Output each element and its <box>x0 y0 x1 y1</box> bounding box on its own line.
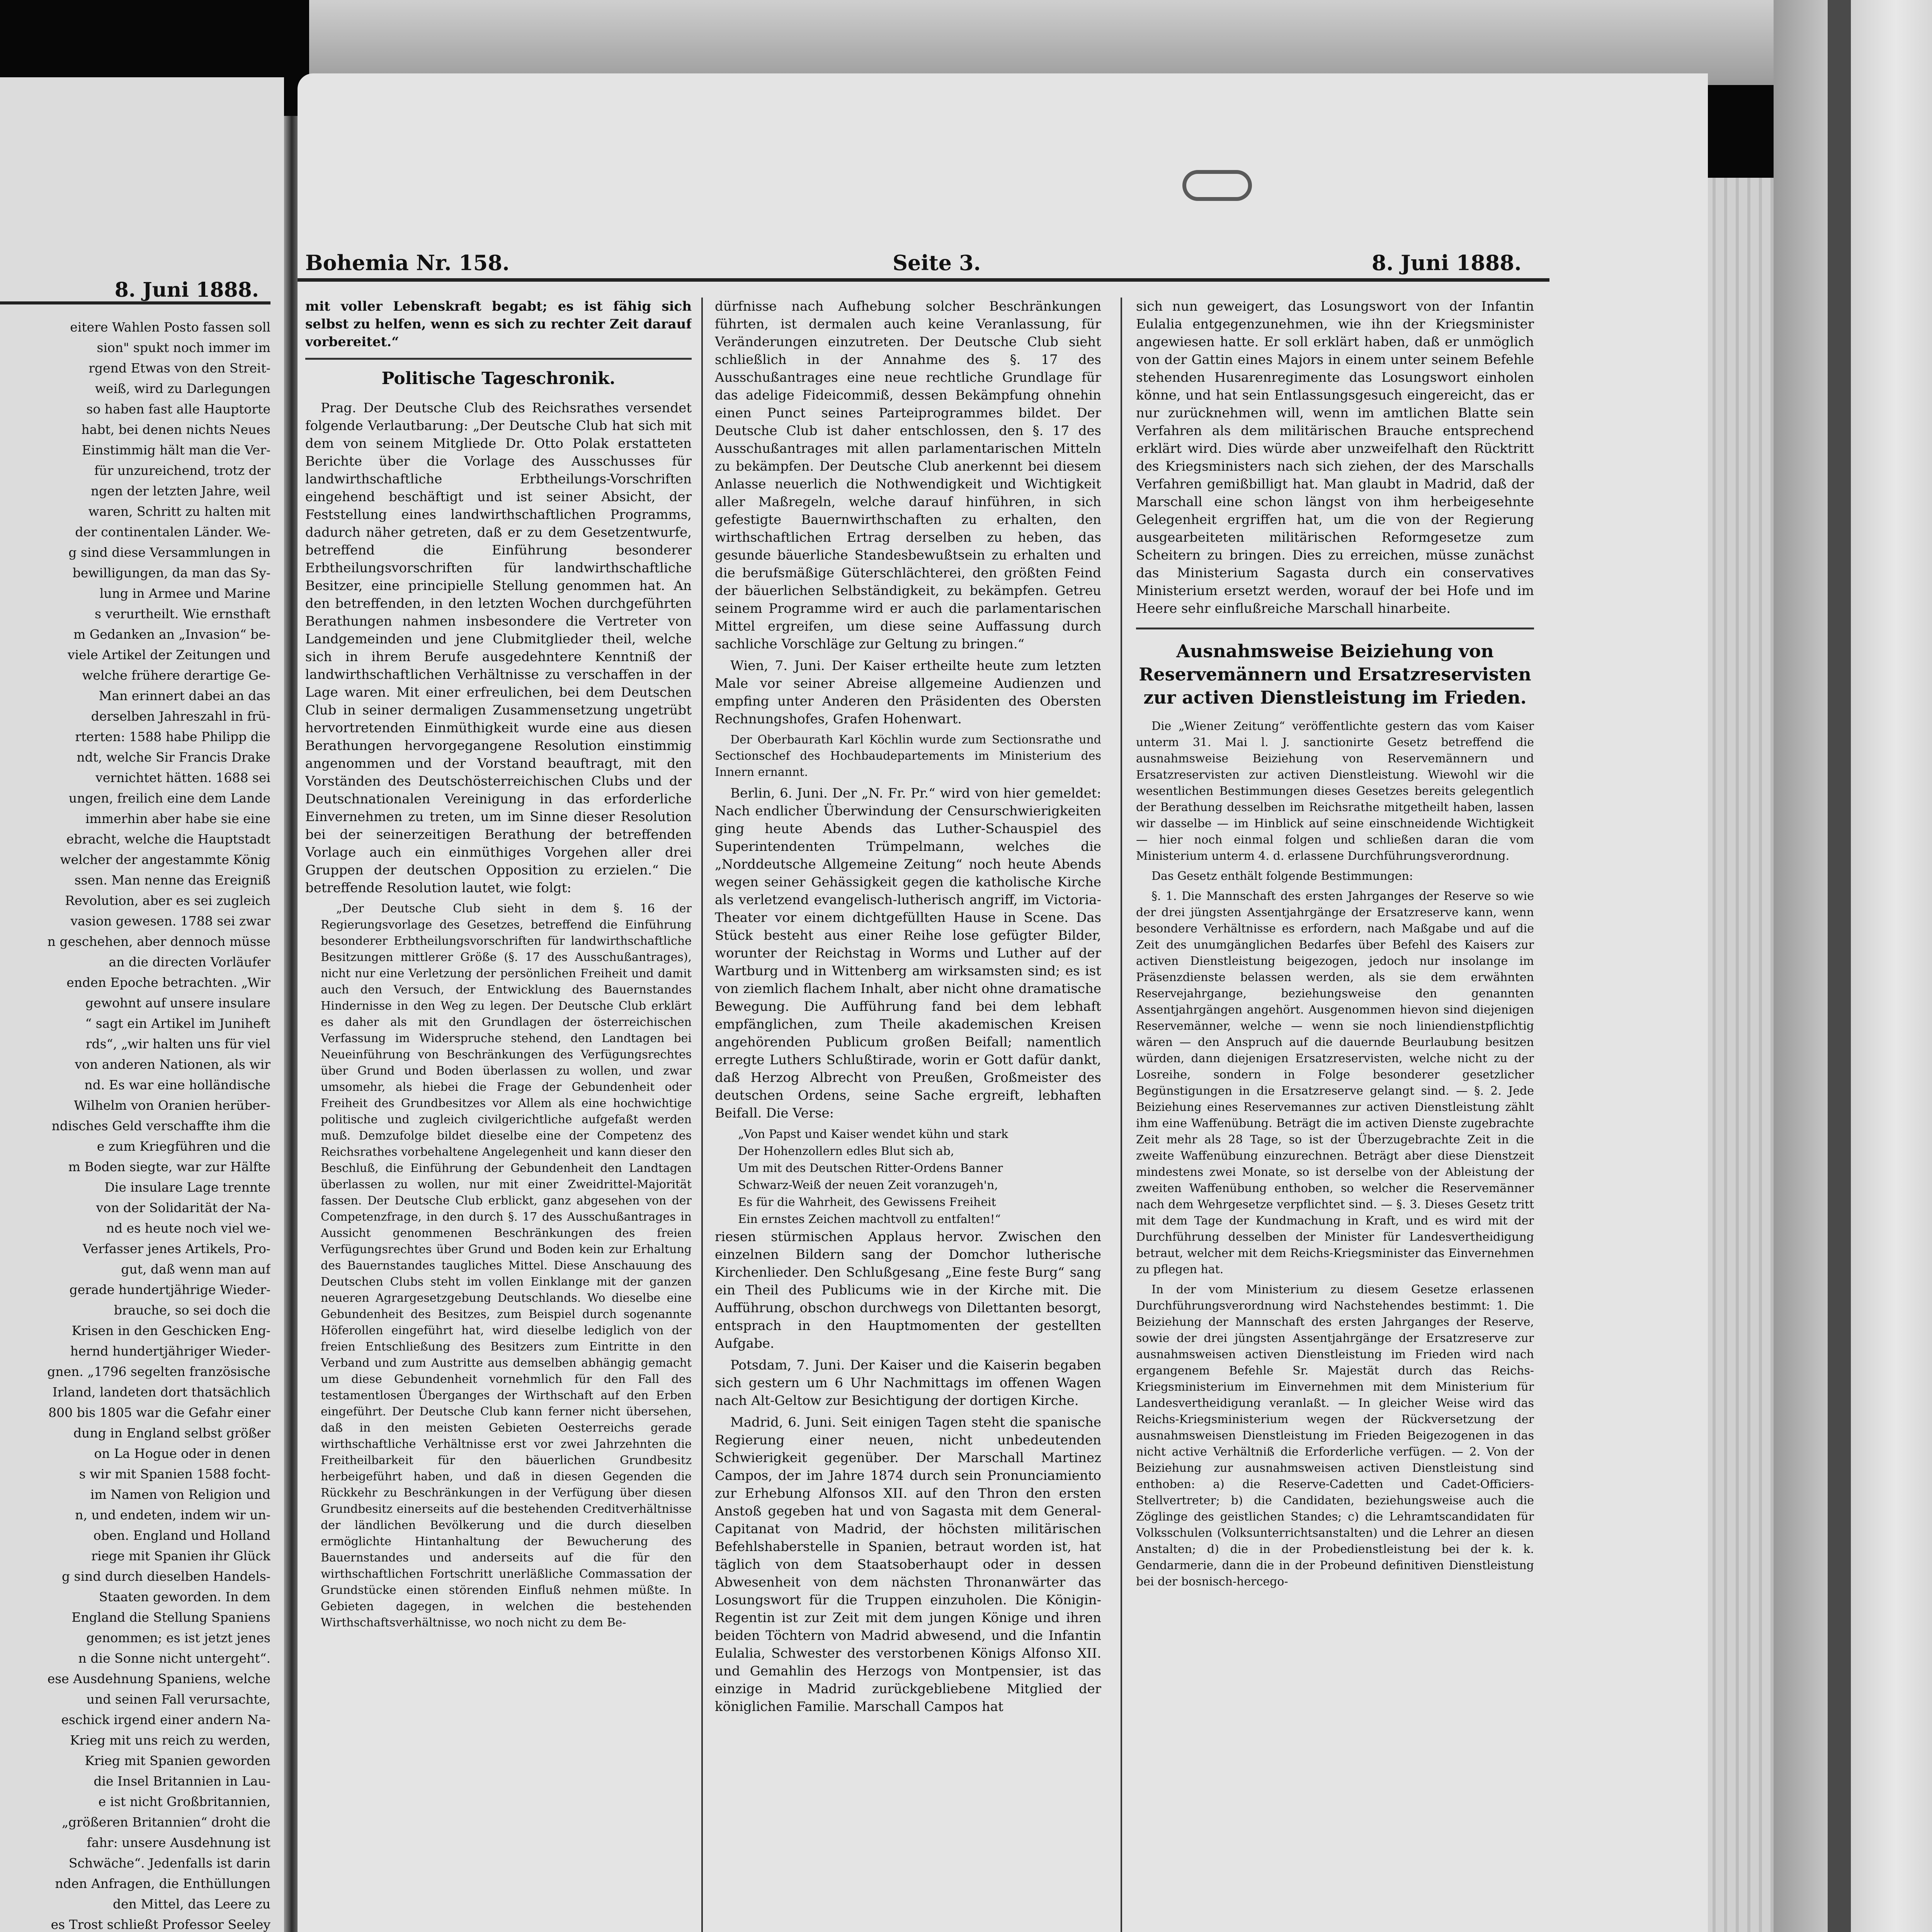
left-page-line: hernd hundertjähriger Wieder- <box>70 1344 270 1359</box>
verse-line: Ein ernstes Zeichen machtvoll zu entfalten!“ <box>738 1213 1001 1226</box>
left-page-header <box>0 270 270 304</box>
left-page-line: Revolution, aber es sei zugleich <box>65 893 270 908</box>
left-page-line: habt, bei denen nichts Neues <box>81 422 270 437</box>
left-page-line: Wilhelm von Oranien herüber- <box>74 1098 270 1113</box>
left-page-line: England die Stellung Spaniens <box>71 1610 270 1625</box>
left-page-line: welche frühere derartige Ge- <box>82 668 270 683</box>
left-page-line: vasion gewesen. 1788 sei zwar <box>70 913 270 929</box>
column-rule <box>701 298 703 1932</box>
left-page-line: ndisches Geld verschaffte ihm die <box>51 1118 270 1133</box>
left-page-line: dung in England selbst größer <box>73 1425 270 1440</box>
left-page-line: Schwäche“. Jedenfalls ist darin <box>68 1855 270 1871</box>
paperclip-icon <box>1182 170 1252 201</box>
article-reserve-law-intro: Das Gesetz enthält folgende Bestimmungen: <box>1151 869 1413 883</box>
verse-line: Der Hohenzollern edles Blut sich ab, <box>738 1145 954 1158</box>
verse-block <box>738 1126 1101 1228</box>
left-page-line: eschick irgend einer andern Na- <box>61 1712 270 1727</box>
left-page-line: die Insel Britannien in Lau- <box>94 1774 270 1789</box>
left-page-line: im Namen von Religion und <box>90 1487 270 1502</box>
left-page-line: g sind diese Versammlungen in <box>68 545 270 560</box>
article-reserve-intro: Die „Wiener Zeitung“ veröffentlichte gestern das vom Kaiser unterm 31. Mai l. J. sanctionirte Gesetz betreffend die ausnahmsweise Beiziehung von Reservemännern und Ersatzreservisten zur activen Dienstleistung. Wiewohl wir die wesentlichen Bestimmungen dieses Gesetzes bereits gelegentlich der Berathung desselben im Reichsrathe mitgetheilt haben, lassen wir dasselbe — im Hinblick auf seine einschneidende Wichtigkeit — hier noch einmal folgen und schließen daran die vom Ministerium unterm 4. d. erlassene Durchführungsverordnung. <box>1136 719 1534 863</box>
left-page-line: Man erinnert dabei an das <box>99 688 270 703</box>
left-page-line: von der Solidarität der Na- <box>96 1200 270 1215</box>
left-page-line: Krieg mit uns reich zu werden, <box>70 1733 270 1748</box>
left-page-line: eitere Wahlen Posto fassen soll <box>70 320 270 335</box>
left-page-line: viele Artikel der Zeitungen und <box>67 647 270 662</box>
article-berlin: Berlin, 6. Juni. Der „N. Fr. Pr.“ wird von hier gemeldet: Nach endlicher Überwindung der Censurschwierigkeiten ging heute Abends das Luther-Schauspiel des Superintendenten Trümpelmann, welches die „Norddeutsche Allgemeine Zeitung“ noch heute Abends wegen seiner Gehässigkeit gegen die katholische Kirche als verletzend evangelisch-lutherisch angriff, im Victoria-Theater vor einem dichtgefüllten Hause in Scene. Das Stück besteht aus einer Reihe lose gefügter Bilder, worunter der Reichstag in Worms und Luther auf der Wartburg und in Wittenberg am wirksamsten sind; es ist von ziemlich flachem Inhalt, aber nicht ohne dramatische Bewegung. Die Aufführung fand bei dem lebhaft empfänglichen, zum Theile akademischen Kreisen angehörenden Publicum großen Beifall; namentlich erregte Luthers Schlußtirade, worin er Gott dafür dankt, daß Herzog Albrecht von Preußen, Großmeister des deutschen Ordens, seine Sache ergreift, lebhaften Beifall. Die Verse: <box>715 786 1101 1121</box>
left-page-line: rterten: 1588 habe Philipp die <box>75 729 270 744</box>
left-page-line: Krisen in den Geschicken Eng- <box>71 1323 270 1338</box>
left-page-line: „größeren Britannien“ droht die <box>61 1815 270 1830</box>
column-1 <box>305 298 692 1932</box>
page-number: Seite 3. <box>893 250 981 275</box>
article-madrid: Madrid, 6. Juni. Seit einigen Tagen steht die spanische Regierung einer neuen, nicht unbedeutenden Schwierigkeit gegenüber. Der Marschall Martinez Campos, der im Jahre 1874 durch sein Pronunciamiento zur Erhebung Alfonsos XII. auf den Thron den ersten Anstoß gegeben hat und von Sagasta mit dem General-Capitanat von Madrid, der höchsten militärischen Befehlshaberstelle in Spanien, betraut worden ist, hat täglich von dem Staatsoberhaupt oder in dessen Abwesenheit von dem nächsten Thronanwärter das Losungswort für die Truppen einzuholen. Die Königin-Regentin ist zur Zeit mit dem jungen Könige und ihren beiden Töchtern von Madrid abwesend, und die Infantin Eulalia, Schwester des verstorbenen Königs Alfonso XII. und Gemahlin des Herzogs von Montpensier, ist das einzige in Madrid zurückgebliebene Mitglied der königlichen Familie. Marschall Campos hat <box>715 1415 1101 1714</box>
left-page-line: n geschehen, aber dennoch müsse <box>47 934 270 949</box>
left-page-line: ngen der letzten Jahre, weil <box>90 483 270 498</box>
left-page-line: so haben fast alle Hauptorte <box>86 401 270 417</box>
article-continuation: mit voller Lebenskraft begabt; es ist fähig sich selbst zu helfen, wenn es sich zu rechter Zeit darauf vorbereitet.“ <box>305 299 692 350</box>
left-page-line: waren, Schritt zu halten mit <box>88 504 270 519</box>
left-page-line: gerade hundertjährige Wieder- <box>69 1282 270 1297</box>
left-page-line: Die insulare Lage trennte <box>104 1180 270 1195</box>
left-page-line: welcher der angestammte König <box>60 852 270 867</box>
left-page-line: g sind durch dieselben Handels- <box>62 1569 270 1584</box>
left-page-line: gut, daß wenn man auf <box>121 1262 270 1277</box>
page-header <box>298 243 1549 282</box>
left-page-line: “ sagt ein Artikel im Juniheft <box>85 1016 270 1031</box>
article-reserve-ordinance: In der vom Ministerium zu diesem Gesetze erlassenen Durchführungsverordnung wird Nachstehendes bestimmt: 1. Die Beiziehung der Mannschaft des ersten Jahrganges der Reserve, sowie der drei jüngsten Assentjahrgänge der Ersatzreserve zur ausnahmsweisen activen Dienstleistung im Frieden wird nach ergangenem Befehle Sr. Majestät durch das Reichs-Kriegsministerium im Einvernehmen mit dem Ministerium für Landesvertheidigung veranlaßt. — In gleicher Weise wird das Reichs-Kriegsministerium wegen der Rückversetzung der ausnahmsweisen Dienstleistung im Frieden Beigezogenen in das nicht active Verhältniß die Erforderliche verfügen. — 2. Von der Beiziehung zur ausnahmsweisen activen Dienstleistung sind enthoben: a) die Reserve-Cadetten und Cadet-Officiers-Stellvertreter; b) die Candidaten, beziehungsweise auch die Zöglinge des geistlichen Standes; c) die Lehramtscandidaten für Volksschulen (Volksunterrichtsanstalten) und die Lehrer an diesen Anstalten; d) die in der Probedienstleistung bei der k. k. Gendarmerie, dann die in der Probeund definitiven Dienstleistung bei der bosnisch-hercego- <box>1136 1283 1534 1588</box>
left-page-line: s wir mit Spanien 1588 focht- <box>79 1466 270 1481</box>
book-top-shadow <box>309 0 1777 85</box>
article-prag: Prag. Der Deutsche Club des Reichsrathes versendet folgende Verlautbarung: „Der Deutsche Club hat sich mit dem von seinem Mitgliede Dr. Otto Polak erstatteten Berichte über die Vorlage des Ausschusses für landwirthschaftliche Erbtheilungs-Vorschriften eingehend beschäftigt und ist seiner Absicht, der Feststellung eines landwirthschaftlichen Programms, dadurch näher getreten, daß er zu dem Gesetzentwurfe, betreffend die Einführung besonderer Erbtheilungsvorschriften für landwirthschaftliche Besitzer, eine principielle Stellung genommen hat. An den betreffenden, in den letzten Wochen durchgeführten Berathungen nahmen insbesondere die Vertreter von Landgemeinden und jene Clubmitglieder theil, welche sich in ihrem Berufe ausgedehntere Kenntniß der landwirthschaftlichen Verhältnisse zu verschaffen in der Lage waren. Mit einer erfreulichen, bei dem Deutschen Club in seiner dermaligen Zusammensetzung ungetrübt hervortretenden Einmüthigkeit wurde eine aus diesen Berathungen hervorgegangene Resolution einstimmig angenommen und der Vorstand beauftragt, mit den Vorständen des Deutschösterreichischen Clubs und der Deutschnationalen Vereinigung in das erforderliche Einvernehmen zu treten, um im Sinne dieser Resolution bei der seinerzeitigen Berathung der betreffenden Vorlage auch ein einmüthiges Vorgehen aller drei Gruppen der deutschen Opposition zu erzielen.“ Die betreffende Resolution lautet, wie folgt: <box>305 400 692 896</box>
left-page-line: bewilligungen, da man das Sy- <box>72 565 270 580</box>
book-cover-edge <box>1774 0 1932 1932</box>
left-page-line: genommen; es ist jetzt jenes <box>86 1630 270 1645</box>
left-page-line: weiß, wird zu Darlegungen <box>95 381 270 396</box>
left-page-date: 8. Juni 1888. <box>114 278 259 302</box>
section-heading-politische-tageschronik: Politische Tageschronik. <box>381 369 616 388</box>
left-page-line: ese Ausdehnung Spaniens, welche <box>47 1671 270 1686</box>
left-page-line: enden Epoche betrachten. „Wir <box>66 975 270 990</box>
left-page-line: n die Sonne nicht untergeht“. <box>78 1651 270 1666</box>
left-page-line: sion" spukt noch immer im <box>97 340 270 355</box>
left-facing-page <box>0 77 284 1932</box>
book-spine <box>284 116 299 1932</box>
left-page-line: oben. England und Holland <box>93 1528 270 1543</box>
left-page-text <box>0 317 270 1932</box>
left-page-line: Einstimmig hält man die Ver- <box>82 442 270 457</box>
newspaper-page <box>298 73 1708 1932</box>
column-2 <box>715 298 1101 1932</box>
left-page-line: brauche, so sei doch die <box>114 1303 270 1318</box>
left-page-line: rds“, „wir halten uns für viel <box>85 1036 270 1051</box>
article-reserve-law: §. 1. Die Mannschaft des ersten Jahrganges der Reserve so wie der drei jüngsten Assentjahrgänge der Ersatzreserve kann, wenn besondere Verhältnisse es erfordern, nach Maßgabe und auf die Zeit des unumgänglichen Bedarfes über Befehl des Kaisers zur activen Dienstleistung beigezogen, jedoch nur insolange im Präsenzdienste belassen werden, als sie dem erwähnten Reservejahrgange, beziehungsweise den genannten Assentjahrgängen angehört. Ausgenommen hievon sind diejenigen Reservemänner, welche — wenn sie noch liniendienstpflichtig wären — den Anspruch auf die dauernde Beurlaubung besitzen würden, dann diejenigen Ersatzreservisten, welche nicht zu der Losreihe, sondern in Folge besonderer gesetzlicher Begünstigungen in die Ersatzreserve gelangt sind. — §. 2. Jede Beiziehung eines Reservemannes zur activen Dienstleistung zählt ihm eine Waffenübung. Beträgt die im activen Dienste zugebrachte Zeit mehr als 28 Tage, so ist der Überzugebrachte Zeit in die zweite Waffenübung einzurechnen. Beträgt aber diese Dienstzeit mindestens zwei Monate, so ist derselbe von der Ableistung der zweiten Waffenübung enthoben, so welcher die Reservemänner nach dem Wehrgesetze verpflichtet sind. — §. 3. Dieses Gesetz tritt mit dem Tage der Kundmachung in Kraft, und es wird mit der Durchführung desselben der Minister für Landesvertheidigung betraut, welcher mit dem Reichs-Kriegsminister das Einvernehmen zu pflegen hat. <box>1136 889 1534 1276</box>
left-page-line: es Trost schließt Professor Seeley <box>51 1917 270 1932</box>
left-page-line: immerhin aber habe sie eine <box>85 811 270 826</box>
left-page-line: an die directen Vorläufer <box>109 954 270 969</box>
verse-line: Um mit des Deutschen Ritter-Ordens Banner <box>738 1162 1003 1175</box>
section-divider <box>305 358 692 360</box>
left-page-line: ssen. Man nenne das Ereigniß <box>74 872 270 888</box>
left-page-line: Irland, landeten dort thatsächlich <box>52 1384 270 1400</box>
issue-date: 8. Juni 1888. <box>1372 250 1522 275</box>
left-page-line: Staaten geworden. In dem <box>99 1589 270 1604</box>
left-page-line: Krieg mit Spanien geworden <box>85 1753 270 1768</box>
article-berlin-continued: riesen stürmischen Applaus hervor. Zwischen den einzelnen Bildern sang der Domchor lutherische Kirchenlieder. Den Schlußgesang „Eine feste Burg“ sang ein Theil des Publicums wie in der Kirche mit. Die Aufführung, obschon durchwegs von Dilettanten besorgt, entsprach in den Hauptmomenten der gestellten Aufgabe. <box>715 1229 1101 1351</box>
left-page-line: n, und endeten, indem wir un- <box>75 1507 270 1522</box>
left-page-line: von anderen Nationen, als wir <box>75 1057 270 1072</box>
left-page-line: m Boden siegte, war zur Hälfte <box>68 1159 270 1174</box>
resolution-continuation: dürfnisse nach Aufhebung solcher Beschränkungen führten, ist dermalen auch keine Veranlassung, für Veränderungen einzutreten. Der Deutsche Club sieht schließlich in der Annahme des §. 17 des Ausschußantrages eine neue rechtliche Grundlage für das adelige Fideicommiß, dessen Bekämpfung ohnehin einen Punct seines Parteiprogrammes bildet. Der Deutsche Club ist daher entschlossen, den §. 17 des Ausschußantrages mit allen parlamentarischen Mitteln zu bekämpfen. Der Deutsche Club anerkennt bei diesem Anlasse neuerlich die Nothwendigkeit und Wichtigkeit aller Maßregeln, welche darauf hinführen, in sich gefestigte Bauernwirthschaften zu erhalten, den wirthschaftlichen Ertrag derselben zu heben, das gesunde bäuerliche Standesbewußtsein zu erhalten und die berufsmäßige Güterschlächterei, den größten Feind der bäuerlichen Selbständigkeit, zu bekämpfen. Getreu seinem Programme wird er auch die parlamentarischen Mittel ergreifen, um diese seine Auffassung durch sachliche Vorschläge zur Geltung zu bringen.“ <box>715 299 1101 652</box>
left-page-line: nd. Es war eine holländische <box>84 1077 270 1092</box>
left-page-line: vernichtet hätten. 1688 sei <box>95 770 270 785</box>
article-wien: Wien, 7. Juni. Der Kaiser ertheilte heute zum letzten Male vor seiner Abreise allgemeine Audienzen und empfing unter Anderen den Präsidenten des Obersten Rechnungshofes, Grafen Hohenwart. <box>715 658 1101 727</box>
left-page-line: 800 bis 1805 war die Gefahr einer <box>48 1405 270 1420</box>
verse-line: Schwarz-Weiß der neuen Zeit voranzugeh'n, <box>738 1179 998 1192</box>
resolution-text: „Der Deutsche Club sieht in dem §. 16 der Regierungsvorlage des Gesetzes, betreffend die Einführung besonderer Erbtheilungsvorschriften für landwirthschaftliche Besitzungen mittlerer Größe (§. 17 des Ausschußantrages), nicht nur eine Verletzung der persönlichen Freiheit und damit auch den Versuch, der Entwicklung des Bauernstandes Hindernisse in den Weg zu legen. Der Deutsche Club erklärt es daher als mit den Grundlagen der österreichischen Verfassung im Widerspruche stehend, den Landtagen bei Neueinführung von Beschränkungen des Verfügungsrechtes über Grund und Boden überlassen zu wollen, und zwar umsomehr, als hiebei die Frage der Gebundenheit oder Freiheit des Grundbesitzes vor Allem als eine hochwichtige politische und zugleich civilgerichtliche aufgefaßt werden muß. Demzufolge bildet dieselbe eine der Competenz des Reichsrathes vorbehaltene Angelegenheit und kann dieser den Beschluß, die Einführung der Gebundenheit den Landtagen überlassen zu wollen, nur mit einer Zweidrittel-Majorität fassen. Der Deutsche Club erblickt, ganz abgesehen von der Competenzfrage, in den durch §. 17 des Ausschußantrages in Aussicht genommenen Beschränkungen des freien Verfügungsrechtes über Grund und Boden kein zur Erhaltung des Bauernstandes taugliches Mittel. Diese Anschauung des Deutschen Clubs steht im vollen Einklange mit der ganzen neueren Agrargesetzgebung Deutschlands. Wo dieselbe eine Gebundenheit des Besitzes, zum Beispiel durch sogenannte Höferollen eingeführt hat, wird dieselbe lediglich von der freien Entschließung des Besitzers zum Eintritte in den Verband und zum Austritte aus demselben abhängig gemacht um diese Gebundenheit vornehmlich für den Fall des testamentlosen Überganges der Wirthschaft auf den Erben eingeführt. Der Deutsche Club kann ferner nicht übersehen, daß in den meisten Gebieten Oesterreichs gerade wirthschaftliche Verhältnisse erst vor zwei Jahrzehnten die Freitheilbarkeit für den bäuerlichen Grundbesitz herbeigeführt haben, und daß in diesen Gegenden die Rückkehr zu Beschränkungen in der Verfügung über diesen Grundbesitz einerseits auf die bestehenden Creditverhältnisse der ländlichen Bevölkerung und die durch dieselben ermöglichte Hintanhaltung der Bewucherung des Bauernstandes und anderseits auf die für den wirthschaftlichen Fortschritt unerläßliche Commassation der Grundstücke einen störenden Einfluß nehmen müßte. In Gebieten dagegen, in welchen die bestehenden Wirthschaftsverhältnisse, wo noch nicht zu dem Be- <box>321 902 692 1629</box>
left-page-line: nd es heute noch viel we- <box>106 1221 270 1236</box>
article-madrid-continued: sich nun geweigert, das Losungswort von der Infantin Eulalia entgegenzunehmen, wie ihn der Kriegsminister angewiesen hatte. Er soll erklärt haben, daß er unmöglich von der Gattin eines Majors in einem unter seinem Befehle stehenden Husarenregimente das Losungswort einholen könne, und hat sein Entlassungsgesuch eingereicht, das er nur zurücknehmen will, wenn im amtlichen Blatte sein Verfahren als dem militärischen Brauche entsprechend erklärt wird. Dies würde aber unzweifelhaft den Rücktritt des Kriegsministers nach sich ziehen, der des Marschalls Verfahren gemißbilligt hat. Man glaubt in Madrid, daß der Marschall eine schon längst von ihm herbeigesehnte Gelegenheit ergriffen hat, um die von der Regierung ausgearbeiteten militärischen Reformgesetze zum Scheitern zu bringen. Dies zu erreichen, müsse zunächst das Ministerium Sagasta durch ein conservatives Ministerium ersetzt werden, worauf der bei Hofe und im Heere sehr einflußreiche Marschall hinarbeite. <box>1136 299 1534 616</box>
left-page-line: gnen. „1796 segelten französische <box>47 1364 270 1379</box>
article-appointment: Der Oberbaurath Karl Köchlin wurde zum Sectionsrathe und Sectionschef des Hochbaudepartements im Ministerium des Innern ernannt. <box>715 733 1101 779</box>
left-page-line: e ist nicht Großbritannien, <box>98 1794 270 1809</box>
left-page-line: ungen, freilich eine dem Lande <box>68 791 270 806</box>
column-3 <box>1136 298 1534 1932</box>
left-page-line: s verurtheilt. Wie ernsthaft <box>95 606 270 621</box>
section-divider <box>1136 628 1534 629</box>
left-page-line: m Gedanken an „Invasion“ be- <box>73 627 270 642</box>
publication-name: Bohemia Nr. 158. <box>305 250 510 275</box>
left-page-line: für unzureichend, trotz der <box>94 463 270 478</box>
left-page-line: Verfasser jenes Artikels, Pro- <box>82 1241 270 1256</box>
left-page-line: rgend Etwas von den Streit- <box>88 361 270 376</box>
left-page-line: e zum Kriegführen und die <box>97 1139 270 1154</box>
section-heading-reserve: Ausnahmsweise Beiziehung von Reservemännern und Ersatzreservisten zur activen Dienstleistung im Frieden. <box>1139 641 1531 708</box>
left-page-line: lung in Armee und Marine <box>99 586 270 601</box>
left-page-line: der continentalen Länder. We- <box>75 524 270 539</box>
left-page-line: ndt, welche Sir Francis Drake <box>77 750 270 765</box>
article-potsdam: Potsdam, 7. Juni. Der Kaiser und die Kaiserin begaben sich gestern um 6 Uhr Nachmittags im offenen Wagen nach Alt-Geltow zur Besichtigung der dortigen Kirche. <box>715 1357 1101 1408</box>
left-page-line: nden Anfragen, die Enthüllungen <box>55 1876 270 1891</box>
left-page-line: und seinen Fall verursachte, <box>86 1692 270 1707</box>
verse-line: Es für die Wahrheit, des Gewissens Freiheit <box>738 1196 996 1209</box>
left-page-line: fahr: unsere Ausdehnung ist <box>87 1835 270 1850</box>
left-page-line: derselben Jahreszahl in frü- <box>91 709 270 724</box>
left-page-line: riege mit Spanien ihr Glück <box>91 1548 270 1563</box>
left-page-line: on La Hogue oder in denen <box>94 1446 270 1461</box>
verse-line: „Von Papst und Kaiser wendet kühn und stark <box>738 1128 1009 1141</box>
left-page-line: ebracht, welche die Hauptstadt <box>66 832 270 847</box>
column-rule <box>1121 298 1122 1932</box>
left-page-line: gewohnt auf unsere insulare <box>85 995 270 1010</box>
left-page-line: den Mittel, das Leere zu <box>113 1896 270 1912</box>
